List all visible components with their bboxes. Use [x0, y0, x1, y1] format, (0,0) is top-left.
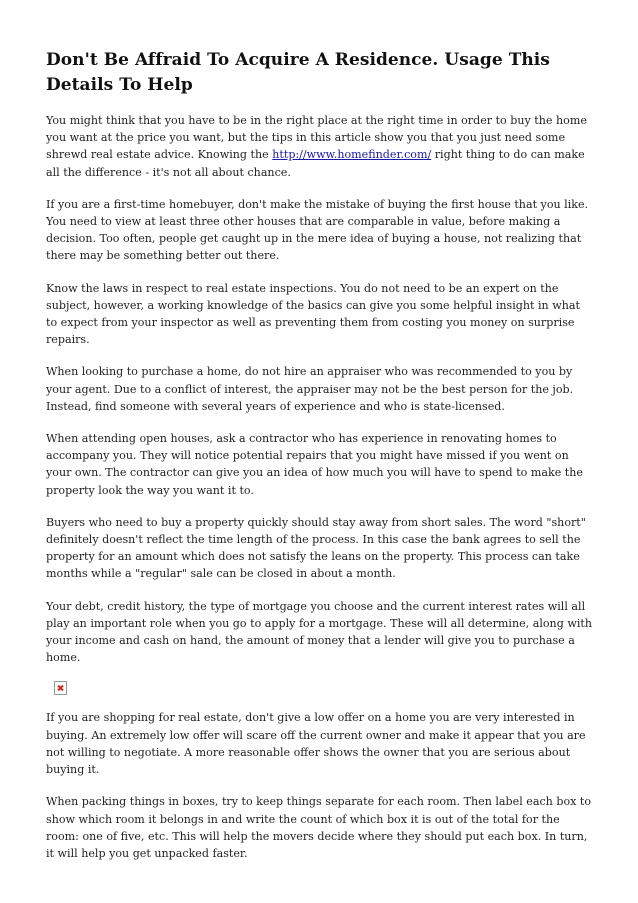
paragraph-low-offer: If you are shopping for real estate, don't give a low offer on a home you are very interested in buying. An extremely low offer will scare off the current owner and make it appear that you are not willing to negotiate. A more reasonable offer shows the owner that you are serious about buying it.: [46, 711, 586, 777]
document-page: [46, 48, 594, 877]
article-title: Don't Be Affraid To Acquire A Residence. Usage This Details To Help: [46, 50, 550, 95]
homefinder-link[interactable]: http://www.homefinder.com/: [272, 148, 432, 162]
paragraph-first-time-homebuyer: If you are a first-time homebuyer, don't make the mistake of buying the first house that you like. You need to view at least three other houses that are comparable in value, before making a decision. Too often, people get caught up in the mere idea of buying a house, not realizing that there may be something better out there.: [46, 197, 589, 263]
paragraph-mortgage: Your debt, credit history, the type of mortgage you choose and the current interest rates will all play an important role when you go to apply for a mortgage. These will all determine, along with your income and cash on hand, the amount of money that a lender will give you to purchase a home.: [46, 599, 592, 665]
paragraph-short-sales: Buyers who need to buy a property quickly should stay away from short sales. The word "short" definitely doesn't reflect the time length of the process. In this case the bank agrees to sell the property for an amount which does not satisfy the leans on the property. This process can take months while a "regular" sale can be closed in about a month.: [46, 515, 586, 581]
intro-paragraph: [46, 112, 594, 181]
intro-text-after: right thing to do can make all the difference - it's not all about chance.: [46, 148, 585, 179]
paragraph-appraiser: When looking to purchase a home, do not hire an appraiser who was recommended to you by your agent. Due to a conflict of interest, the appraiser may not be the best person for the job. Instead, find someone with several years of experience and who is state-licensed.: [46, 365, 574, 413]
paragraph-open-houses: When attending open houses, ask a contractor who has experience in renovating homes to accompany you. They will notice potential repairs that you might have missed if you went on your own. The contractor can give you an idea of how much you will have to spend to make the property look the way you want it to.: [46, 432, 583, 497]
intro-text-before: You might think that you have to be in the right place at the right time in order to buy the home you want at the price you want, but the tips in this article show you that you just need some shrewd real estate advice. Knowing the: [46, 114, 587, 162]
broken-image-icon: [54, 681, 67, 695]
paragraph-inspection-laws: Know the laws in respect to real estate inspections. You do not need to be an expert on the subject, however, a working knowledge of the basics can give you some helpful insight in what to expect from your inspector as well as preventing them from costing you money on surprise repairs.: [46, 281, 580, 347]
paragraph-packing-boxes: When packing things in boxes, try to keep things separate for each room. Then label each box to show which room it belongs in and write the count of which box it is out of the total for the room: one of five, etc. This will help the movers decide where they should put each box. In turn, it will help you get unpacked faster.: [46, 795, 592, 860]
